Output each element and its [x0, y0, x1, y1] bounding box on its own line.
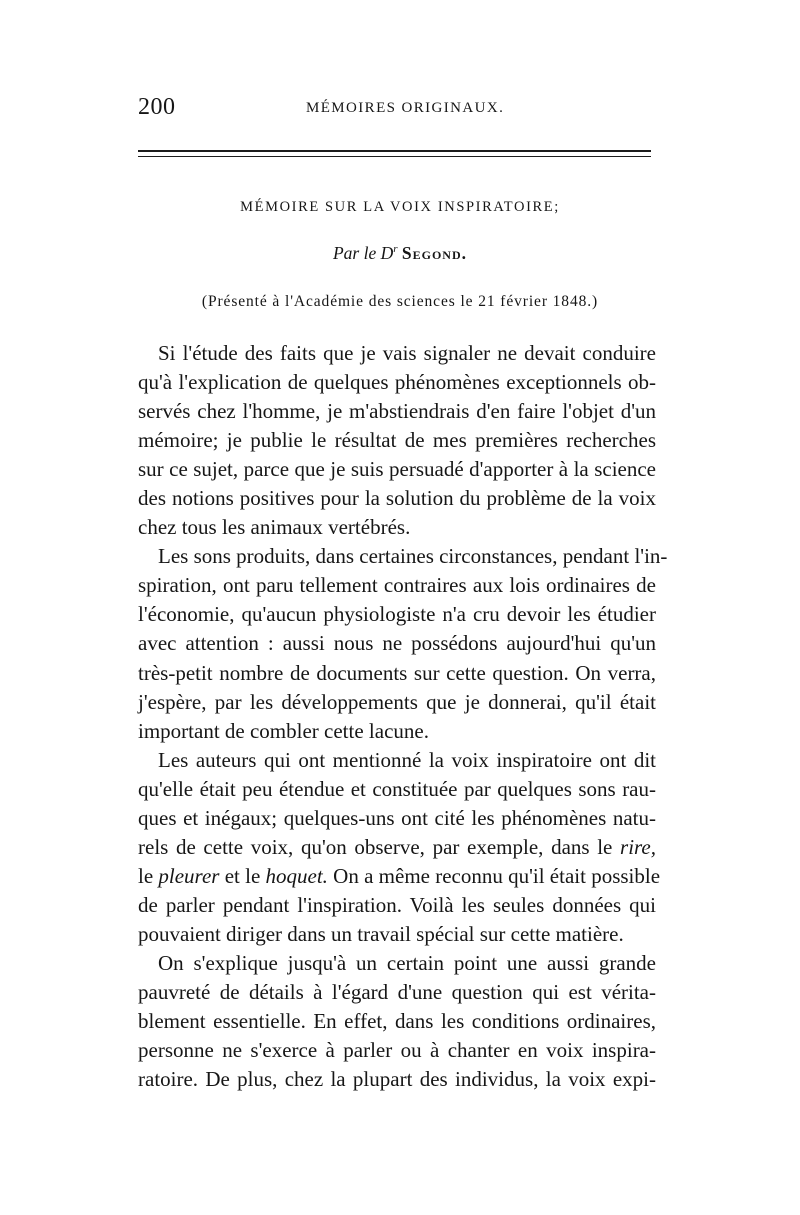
text-line: mémoire; je publie le résultat de mes premières recherches — [138, 428, 656, 453]
text-line: important de combler cette lacune. — [138, 718, 429, 743]
presentation-note: (Présenté à l'Académie des sciences le 21 février 1848.) — [201, 293, 599, 310]
text-line: qu'elle était peu étendue et constituée par quelques sons rau- — [138, 776, 656, 801]
italic-word: rire, — [620, 834, 657, 859]
byline-author: Segond. — [401, 243, 468, 263]
header-rule-bottom — [138, 156, 651, 157]
text-line: pouvaient diriger dans un travail spécial sur cette matière. — [138, 921, 624, 946]
text-line: très-petit nombre de documents sur cette question. On verra, — [138, 660, 656, 685]
italic-word: pleurer — [158, 863, 220, 888]
header-rule-top — [138, 150, 651, 152]
text-line: personne ne s'exerce à parler ou à chanter en voix inspira- — [138, 1038, 656, 1063]
text-line: l'économie, qu'aucun physiologiste n'a cru devoir les étudier — [138, 602, 656, 627]
text-segment: rels de cette voix, qu'on observe, par exemple, dans le — [138, 834, 613, 859]
byline — [0, 243, 800, 264]
text-line: sur ce sujet, parce que je suis persuadé d'apporter à la science — [138, 457, 656, 482]
text-line: ratoire. De plus, chez la plupart des individus, la voix expi- — [138, 1067, 656, 1092]
running-title: MÉMOIRES ORIGINAUX. — [306, 100, 505, 116]
page-number: 200 — [138, 94, 176, 120]
text-line-mixed — [138, 862, 661, 891]
text-line: qu'à l'explication de quelques phénomènes exceptionnels ob- — [138, 370, 656, 395]
text-line: Les auteurs qui ont mentionné la voix inspiratoire ont dit — [158, 747, 656, 772]
text-line: Les sons produits, dans certaines circonstances, pendant l'in- — [158, 544, 668, 569]
article-title: MÉMOIRE SUR LA VOIX INSPIRATOIRE; — [240, 199, 560, 215]
italic-word: hoquet. — [265, 863, 328, 888]
text-line: pauvreté de détails à l'égard d'une question qui est vérita- — [138, 980, 656, 1005]
byline-suffix: r — [393, 243, 398, 256]
text-line: ques et inégaux; quelques-uns ont cité les phénomènes natu- — [138, 805, 656, 830]
text-segment: On a même reconnu qu'il était possible — [327, 863, 661, 888]
text-line: j'espère, par les développements que je donnerai, qu'il était — [138, 689, 656, 714]
byline-prefix: Par le D — [332, 243, 394, 263]
text-line: On s'explique jusqu'à un certain point une aussi grande — [158, 950, 656, 975]
text-line: servés chez l'homme, je m'abstiendrais d'en faire l'objet d'un — [138, 399, 656, 424]
text-line-mixed — [138, 833, 656, 862]
text-segment: le — [138, 863, 154, 888]
text-line: blement essentielle. En effet, dans les conditions ordinaires, — [138, 1009, 656, 1034]
body-text — [138, 339, 668, 1094]
text-line: avec attention : aussi nous ne possédons aujourd'hui qu'un — [138, 631, 656, 656]
text-line: chez tous les animaux vertébrés. — [138, 515, 411, 540]
text-segment: et le — [219, 863, 266, 888]
text-line: spiration, ont paru tellement contraires aux lois ordinaires de — [138, 573, 656, 598]
running-head — [138, 94, 658, 124]
text-line: des notions positives pour la solution du problème de la voix — [138, 486, 656, 511]
text-line: Si l'étude des faits que je vais signaler ne devait conduire — [158, 341, 656, 365]
text-line: de parler pendant l'inspiration. Voilà les seules données qui — [138, 892, 656, 917]
